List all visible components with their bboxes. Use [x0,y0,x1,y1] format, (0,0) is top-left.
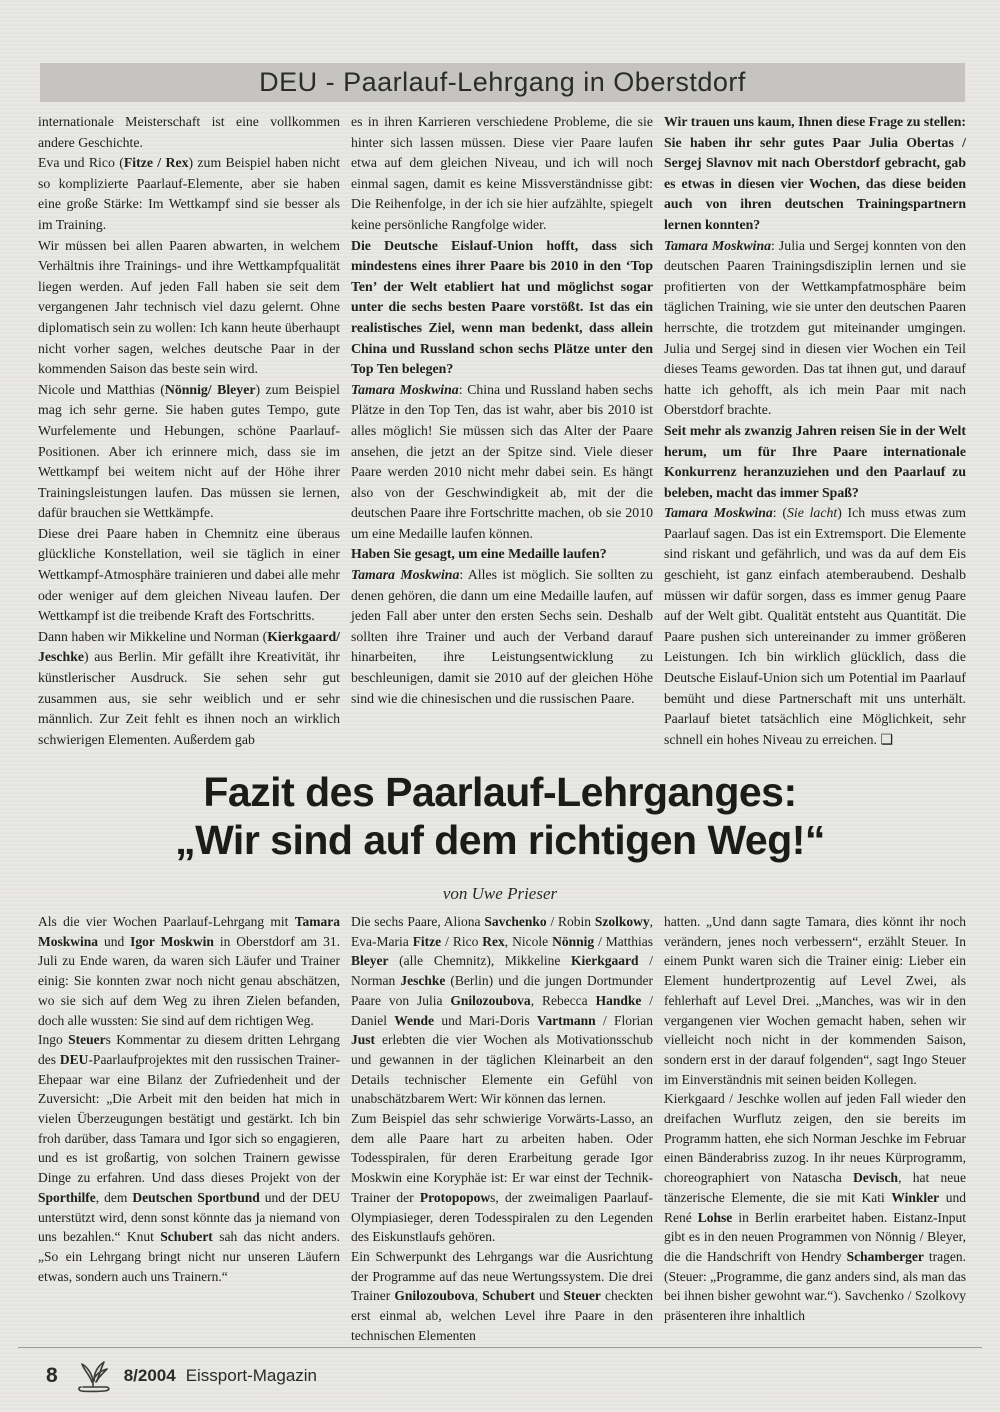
footer-divider [18,1347,982,1348]
text-segment: / Rico [441,933,483,949]
text-segment: und der DEU unterstützt wird, denn sonst könnte das ja niemand von uns bezahlen.“ Knut [38,1189,341,1245]
text-segment: checkten erst einmal ab, welchen Level ihre Paare in den technischen Elementen [351,1288,653,1343]
text-segment: Wende [394,1012,435,1028]
text-segment: , [474,1288,483,1304]
text-segment: -Paarlaufprojektes mit den russischen Trainer-Ehepaar war eine Bilanz der Zufriedenheit und der Zuversicht: „Die Arbeit mit den beiden hat mich in vielen Überzeugungen bestätigt und gestärkt. Ich bin froh darüber, dass Tamara und Igor sich so engagieren, und es ist großartig, von solchen Trainern gewisse Dinge zu erfahren. Und dass dieses Projekt von der [38,1051,341,1186]
article-header-banner [40,63,965,102]
paragraph [351,380,653,545]
text-segment: Bleyer [351,953,389,969]
text-segment: Die Deutsche Eislauf-Union hofft, dass sich mindestens eines ihrer Paare bis 2010 in den ‘Top Ten’ der Welt etabliert hat und möglichst sogar unter die sechs besten Paare vorstößt. Ist das ein realistisches Ziel, wenn man bedenkt, dass allein China und Russland schon sechs Plätze unter den Top Ten belegen? [351,237,653,377]
text-segment: Als die vier Wochen Paarlauf-Lehrgang mit [38,914,295,929]
text-column [664,912,966,1345]
paragraph [351,565,653,709]
text-segment: Kierkgaard / Jeschke wollen auf jeden Fall wieder den dreifachen Wurflutz zeigen, den sie bereits im Programm hatten, ehe sich Norman Jeschke im Februar einen Bänderabriss zuzog. In ihr neues Kürprogramm, choreographiert von Natascha [664,1091,966,1186]
text-segment: Wir trauen uns kaum, Ihnen diese Frage zu stellen: Sie haben ihr sehr gutes Paar Julia Obertas / Sergej Slavnov mit nach Oberstdorf gebracht, gab es etwas in diesen vier Wochen, das diese beiden auch von ihren deutschen Trainingspartnern lernen konnten? [664,114,966,232]
text-segment: : Alles ist möglich. Sie sollten zu denen gehören, die dann um eine Medaille laufen, auf jeden Fall aber unter den ersten Sechs sein. Deshalb sollten ihre Trainer und auch der Verband darauf hinarbeiten, ihre Leistungsentwicklung zu beschleunigen, damit sie 2010 auf der gleichen Höhe sind wie die chinesischen und die russischen Paare. [351,567,653,706]
text-segment: / Matthias [594,933,654,949]
text-segment: Steuer [68,1032,106,1048]
text-segment: Devisch [853,1170,899,1186]
text-segment: : ( [772,505,787,521]
text-segment: Fitze / Rex [123,155,189,171]
paragraph [664,1089,966,1325]
paragraph [351,112,653,236]
text-segment: s Kommentar zu diesem dritten Lehrgang des [38,1032,341,1067]
text-segment: , Eva-Maria [351,914,653,949]
paragraph [38,112,340,153]
text-segment: Sporthilfe [38,1189,96,1205]
text-segment: Wir müssen bei allen Paaren abwarten, in welchem Verhältnis ihre Trainings- und ihre Wettkampfqualität liegen werden. Auf jeden Fall haben sie seit dem vergangenen Jahr technisch viel dazu gelernt. Ohne diplomatisch sein zu wollen: Ich kann heute überhaupt nicht vorher sagen, welches deutsche Paar in der kommenden Saison das beste sein wird. [38,237,340,377]
text-segment: und [98,933,131,949]
page-number: 8 [46,1364,58,1387]
text-segment: ) Ich muss etwas zum Paarlauf sagen. Das ist ein Extremsport. Die Elemente sind riskant und gefährlich, und was da auf dem Eis geschieht, ist ganz einfach atemberaubend. Deshalb müssen wir dafür sorgen, dass es immer genug Paare auf der Welt gibt. Qualität entsteht aus Quantität. Die Paare pushen sich untereinander zu immer größeren Leistungen. Ich bin wirklich glücklich, dass die Deutsche Eislauf-Union sich um Potential im Paarlauf bemüht und diese Partnerschaft mit uns unterhält. Paarlauf bietet tatsächlich eine Möglichkeit, sehr schnell ein hohes Niveau zu erreichen. ❑ [664,505,966,747]
text-segment: , Rebecca [530,992,596,1008]
feature-text-section [38,912,966,1345]
paragraph [664,912,966,1089]
paragraph [38,1030,340,1286]
text-segment: Lohse [697,1209,733,1225]
text-segment: Tamara Moskwina [351,567,460,583]
paragraph [38,524,340,627]
issue-label: 8/2004 [123,1366,176,1385]
magazine-name: Eissport-Magazin [185,1366,318,1385]
paragraph [664,236,966,421]
paragraph [351,1109,653,1247]
text-segment: Diese drei Paare haben in Chemnitz eine überaus glückliche Konstellation, weil sie täglich in einer Wettkampf-Atmosphäre trainieren und dabei alle mehr oder weniger auf dem gleichen Niveau laufen. Der Wettkampf ist die treibende Kraft des Fortschritts. [38,525,340,624]
text-segment: Schubert [160,1229,213,1245]
text-segment: Nönnig/ Bleyer [164,381,256,397]
text-segment: Tamara Moskwina [664,237,772,253]
text-segment: Haben Sie gesagt, um eine Medaille laufen? [351,546,607,562]
text-segment: Winkler [891,1189,940,1205]
text-segment: Eva und Rico ( [38,155,124,171]
text-segment: : China und Russland haben sechs Plätze in den Top Ten, das ist wahr, aber bis 2010 ist alles möglich! Sie müssen sich das Alter der Paare ansehen, die jetzt an der Spitze sind. Viele dieser Paare werden 2010 nicht mehr dabei sein. Es hängt also von der Geschwindigkeit ab, mit der die deutschen Paare ihre Fortschritte machen, ob sie 2010 um eine Medaille laufen können. [351,381,653,541]
byline: von Uwe Prieser [442,884,558,903]
text-segment: DEU [59,1051,89,1067]
text-segment: Nicole und Matthias ( [38,381,165,397]
interview-text-section [38,112,966,764]
text-segment: Sie lacht [786,505,838,521]
text-segment: Seit mehr als zwanzig Jahren reisen Sie in der Welt herum, um für Ihre Paare internationale Konkurrenz heranzuziehen und den Paarlauf zu beleben, macht das immer Spaß? [664,422,966,500]
text-segment: Igor Moskwin [130,933,214,949]
page-footer [46,1358,317,1394]
text-column [38,112,340,764]
text-segment: Jeschke [400,973,446,989]
text-segment: Fitze [412,933,442,949]
text-segment: ) zum Beispiel mag ich sehr gerne. Sie haben gutes Tempo, gute Wurfelemente und Hebungen, schöne Paarlauf-Positionen. Aber ich erinnere mich, dass sie im Wettkampf bei weitem nicht auf der Höhe ihrer Trainingsleistungen laufen. Das müssen sie lernen, dafür brauchen sie Wettkämpfe. [38,381,341,521]
text-column [351,112,653,764]
paragraph [38,627,340,751]
text-segment: Dann haben wir Mikkeline und Norman ( [38,628,268,644]
text-segment: Vartmann [536,1012,596,1028]
text-column [38,912,340,1345]
text-segment: , Nicole [504,933,553,949]
text-segment: und René [664,1189,966,1225]
text-segment: in Oberstdorf am 31. Juli zu Ende waren, da waren sich Läufer und Trainer einig: Sie konnten zwar noch nicht genau abschätzen, wo sie sich auf dem Weg zu ihren Zielen befanden, doch alle wussten: Sie sind auf dem richtigen Weg. [38,933,341,1028]
text-segment: erlebten die vier Wochen als Motivationsschub und gewannen in der täglichen Kleinarbeit an den Details technischer Elemente ein Gefühl von unabschätzbarem Wert: Wir können das lernen. [351,1032,653,1107]
text-segment: Steuer [563,1288,601,1304]
headline-line-1: Fazit des Paarlauf-Lehrganges: [203,769,797,815]
text-segment: , dem [95,1189,133,1205]
text-segment: Tamara Moskwina [351,381,459,397]
headline-line-2: „Wir sind auf dem richtigen Weg!“ [175,817,825,863]
paragraph [664,112,966,236]
text-column [664,112,966,764]
paragraph [664,503,966,750]
text-segment: Zum Beispiel das sehr schwierige Vorwärts-Lasso, an dem alle Paare hart zu arbeiten haben. Oder Todesspiralen, für deren Erarbeitung gerade Igor Moskwin eine Koryphäe ist: Er war einst der Technik-Trainer der [351,1111,653,1205]
text-segment: Gnilozoubova [394,1288,475,1304]
text-segment: Tamara Moskwina [38,914,340,949]
text-segment: s, der zweimaligen Paarlauf-Olympiasieger, deren Todesspiralen zu den Legenden des Eiskunstlaufs gehören. [351,1189,653,1245]
text-segment: / Robin [546,914,595,929]
text-segment: Schamberger [846,1248,924,1264]
text-segment: Kierkgaard/ Jeschke [38,628,340,665]
text-segment: Gnilozoubova [450,992,531,1008]
banner-title: DEU - Paarlauf-Lehrgang in Oberstdorf [259,67,746,97]
text-segment: Nönnig [552,933,595,949]
text-segment: internationale Meisterschaft ist eine vollkommen andere Geschichte. [38,114,340,150]
text-segment: , hat neue tänzerische Elemente, die sie mit Kati [664,1170,966,1205]
paragraph [38,912,340,1030]
text-segment: sah das nicht anders. „So ein Lehrgang bringt nicht nur unseren Läufern etwas, sondern auch uns Trainern.“ [38,1229,341,1284]
text-segment: tragen. (Steuer: „Programme, die ganz anders sind, als man das bei ihnen bisher gewohnt war.“). Savchenko / Szolkovy präsenteren ihre inhaltlich [664,1248,966,1324]
text-segment: Ingo [38,1032,69,1048]
text-segment: Tamara Moskwina [664,505,773,521]
text-segment: ) aus Berlin. Mir gefällt ihre Kreativität, ihr künstlerischer Ausdruck. Sie sehen sehr gut zusammen aus, sie sehr weiblich und er sehr männlich. Zur Zeit fehlt es ihnen noch an wirklich schwierigen Elementen. Außerdem gab [38,649,340,747]
text-segment: hatten. „Und dann sagte Tamara, dies könnt ihr noch verändern, jenes noch verbessern“, erzählt Steuer. In einem Punkt waren sich die Trainer einig: Lieber ein Element hundertprozentig auf Level Zwei, als fehlerhaft auf Level Drei. „Manches, was wir in den vergangenen vier Wochen gemacht haben, sehen wir vielleicht noch nicht in der kommenden Saison, sondern erst in der darauf folgenden“, sagt Ingo Steuer im Einverständnis mit seinen beiden Kollegen. [664,914,966,1087]
text-segment: (alle Chemnitz), Mikkeline [388,953,572,969]
text-segment: / Florian [595,1012,653,1028]
feature-headline [0,768,1000,864]
text-segment: Kierkgaard [571,953,639,969]
paragraph [351,912,653,1109]
text-segment: und Mari-Doris [434,1012,537,1028]
text-segment: Rex [482,933,505,949]
paragraph [664,421,966,503]
paragraph [351,1247,653,1345]
text-segment: : Julia und Sergej konnten von den deutschen Paaren Trainingsdisziplin lernen und sie profitierten von der Wettkampfatmosphäre beim täglichen Training, wie sie unter den deutschen Paaren herrschte, die trotzdem gut miteinander umgingen. Julia und Sergej sind in diesen vier Wochen ein Teil dieses Teams geworden. Das tat ihnen gut, und darauf hatte ich gehofft, als ich mein Paar mit nach Oberstdorf brachte. [664,237,966,418]
text-segment: / Norman [351,953,653,989]
text-segment: und [534,1288,564,1304]
paragraph [38,153,340,235]
text-column [351,912,653,1345]
text-segment: es in ihren Karrieren verschiedene Probleme, die sie hinter sich lassen müssen. Diese vier Paare laufen etwa auf dem gleichen Niveau, und ich will noch einmal sagen, damit es keine Missverständnisse gibt: Die Reihenfolge, in der ich sie hier aufzählte, spiegelt keine persönliche Rangfolge wider. [351,114,653,232]
paragraph [351,544,653,565]
text-segment: in Berlin erarbeitet haben. Eistanz-Input gibt es in den neuen Programmen von Nönnig / Bleyer, die die Handschrift von Hendry [664,1209,966,1264]
skate-logo-icon [74,1358,114,1394]
text-segment: Szolkowy [594,914,650,929]
text-segment: Protopopow [419,1189,491,1205]
text-segment: Savchenko [484,914,547,929]
text-segment: Die sechs Paare, Aliona [351,914,485,929]
text-segment: / Daniel [351,992,653,1028]
text-segment: Just [351,1032,376,1048]
text-segment: ) zum Beispiel haben nicht so komplizierte Paarlauf-Elemente, aber sie haben eine große Stärke: Im Wettkampf sind sie besser als im Training. [38,155,340,232]
paragraph [38,380,340,524]
text-segment: (Berlin) und die jungen Dortmunder Paare von Julia [351,973,653,1008]
text-segment: Handke [595,992,642,1008]
text-segment: Deutschen Sportbund [132,1189,260,1205]
paragraph [38,236,340,380]
paragraph [351,236,653,380]
text-segment: Ein Schwerpunkt des Lehrgangs war die Ausrichtung der Programme auf das neue Wertungssystem. Die drei Trainer [351,1248,653,1304]
text-segment: Schubert [482,1288,535,1304]
